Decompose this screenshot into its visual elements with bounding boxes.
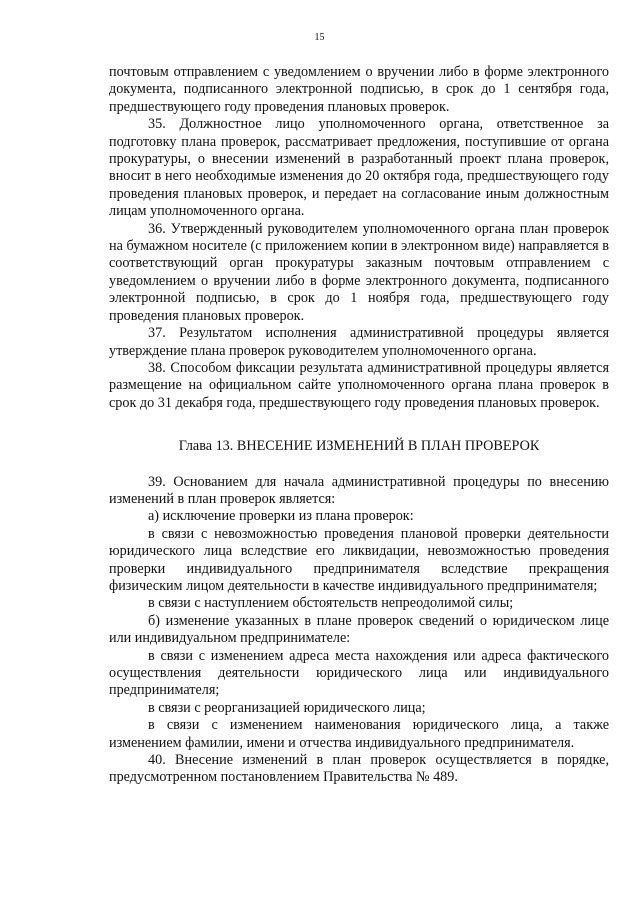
chapter-heading: Глава 13. ВНЕСЕНИЕ ИЗМЕНЕНИЙ В ПЛАН ПРОВЕРОК	[178, 438, 540, 455]
paragraph: 36. Утвержденный руководителем уполномоченного органа план проверок на бумажном носителе (с приложением копии в электронном виде) направляется в соответствующий орган прокуратуры заказным почтовым отправлением с уведомлением о вручении либо в форме электронного документа, подписанного электронной подписью, в срок до 1 ноября года, предшествующего году проведения плановых проверок.	[109, 220, 609, 324]
page-number: 15	[314, 32, 325, 43]
paragraph: в связи с изменением адреса места нахождения или адреса фактического осуществления деятельности юридического лица или индивидуального предпринимателя;	[109, 647, 609, 699]
paragraph: 37. Результатом исполнения административной процедуры является утверждение плана проверок руководителем уполномоченного органа.	[109, 325, 609, 359]
paragraph: б) изменение указанных в плане проверок сведений о юридическом лице или индивидуальном предпринимателе:	[109, 612, 609, 647]
paragraph: в связи с изменением наименования юридического лица, а также изменением фамилии, имени и отчества индивидуального предпринимателя.	[109, 717, 609, 751]
top-paragraphs	[109, 64, 609, 412]
paragraph: в связи с невозможностью проведения плановой проверки деятельности юридического лица вследствие его ликвидации, невозможностью проведения проверки индивидуального предпринимателя вследствие прекращения физическим лицом деятельности в качестве индивидуального предпринимателя;	[109, 525, 609, 594]
paragraph: почтовым отправлением с уведомлением о вручении либо в форме электронного документа, подписанного электронной подписью, в срок до 1 сентября года, предшествующего году проведения плановых проверок.	[109, 64, 609, 115]
paragraph: 39. Основанием для начала административной процедуры по внесению изменений в план проверок является:	[109, 473, 609, 507]
paragraph: в связи с реорганизацией юридического лица;	[148, 699, 426, 716]
paragraph: 38. Способом фиксации результата административной процедуры является размещение на официальном сайте уполномоченного органа плана проверок в срок до 31 декабря года, предшествующего году проведения плановых проверок.	[109, 359, 609, 411]
document-body	[109, 64, 609, 787]
paragraph: а) исключение проверки из плана проверок:	[148, 508, 414, 525]
bottom-paragraphs	[109, 474, 609, 787]
paragraph: 40. Внесение изменений в план проверок осуществляется в порядке, предусмотренном постановлением Правительства № 489.	[109, 752, 609, 786]
paragraph: 35. Должностное лицо уполномоченного органа, ответственное за подготовку плана проверок, рассматривает предложения, поступившие от органа прокуратуры, о внесении изменений в разработанный проект плана проверок, вносит в него необходимые изменения до 20 октября года, предшествующего году проведения плановых проверок, и передает на согласование иным должностным лицам уполномоченного органа.	[109, 116, 609, 220]
paragraph: в связи с наступлением обстоятельств непреодолимой силы;	[148, 595, 514, 612]
